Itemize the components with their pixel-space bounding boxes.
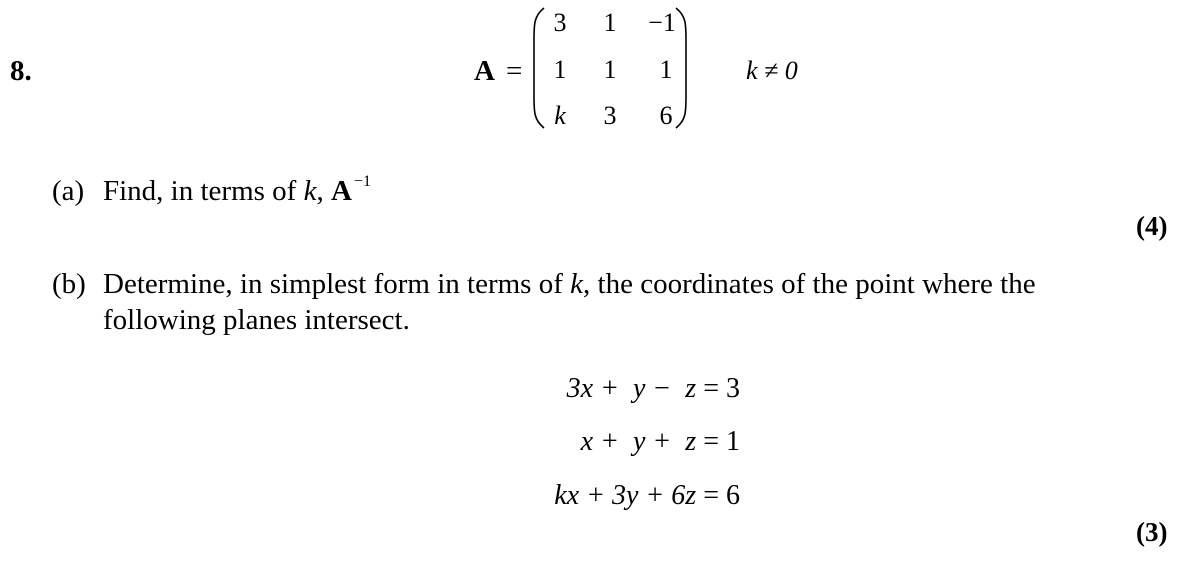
question-number: 8. [10, 55, 32, 87]
equals-sign: = [506, 55, 523, 87]
part-a-text-lead: Find, in terms of [103, 175, 304, 207]
part-b-line-1-lead: Determine, in simplest form in terms of [103, 268, 571, 300]
equation-1-equals: = [703, 373, 719, 404]
part-b-label: (b) [52, 268, 86, 300]
part-a-comma: , [316, 175, 324, 207]
matrix-entry-r1c1: 3 [553, 8, 567, 37]
part-b-k: k [570, 268, 584, 300]
matrix-name: A [474, 55, 495, 87]
part-a-label: (a) [52, 175, 85, 207]
equation-1 [500, 375, 740, 403]
matrix-entry-r3c2: 3 [603, 101, 617, 130]
part-b-marks: (3) [1136, 517, 1168, 547]
equation-1-lhs: 3x + y − z [566, 373, 697, 404]
part-a-inverse-exponent: −1 [353, 173, 371, 190]
part-b-line-1 [103, 270, 1036, 299]
part-b-line-2: following planes intersect. [103, 304, 410, 336]
equation-2-equals: = [703, 426, 719, 457]
matrix-entry-r1c3: −1 [648, 8, 676, 37]
matrix-entry-r3c1: k [554, 101, 566, 130]
equation-2-rhs: 1 [726, 426, 740, 457]
matrix-entry-r2c3: 1 [659, 55, 673, 84]
equation-1-rhs: 3 [726, 373, 740, 404]
part-a-marks: (4) [1136, 211, 1168, 241]
matrix-entry-r2c2: 1 [603, 55, 617, 84]
equation-2-lhs: x + y + z [580, 426, 697, 457]
equation-3-equals: = [703, 480, 719, 511]
matrix-condition: k ≠ 0 [746, 56, 798, 85]
part-a-text [103, 173, 371, 207]
part-a-k: k [303, 175, 317, 207]
matrix-entry-r3c3: 6 [659, 101, 673, 130]
matrix-entry-r1c2: 1 [603, 8, 617, 37]
part-a-matrix-name: A [330, 175, 352, 207]
equation-3 [500, 482, 740, 510]
equation-3-rhs: 6 [726, 480, 740, 511]
equation-3-lhs: kx + 3y + 6z [554, 480, 697, 511]
equation-2 [500, 428, 740, 456]
part-b-line-1-tail: , the coordinates of the point where the [583, 268, 1036, 300]
matrix-entry-r2c1: 1 [553, 55, 567, 84]
